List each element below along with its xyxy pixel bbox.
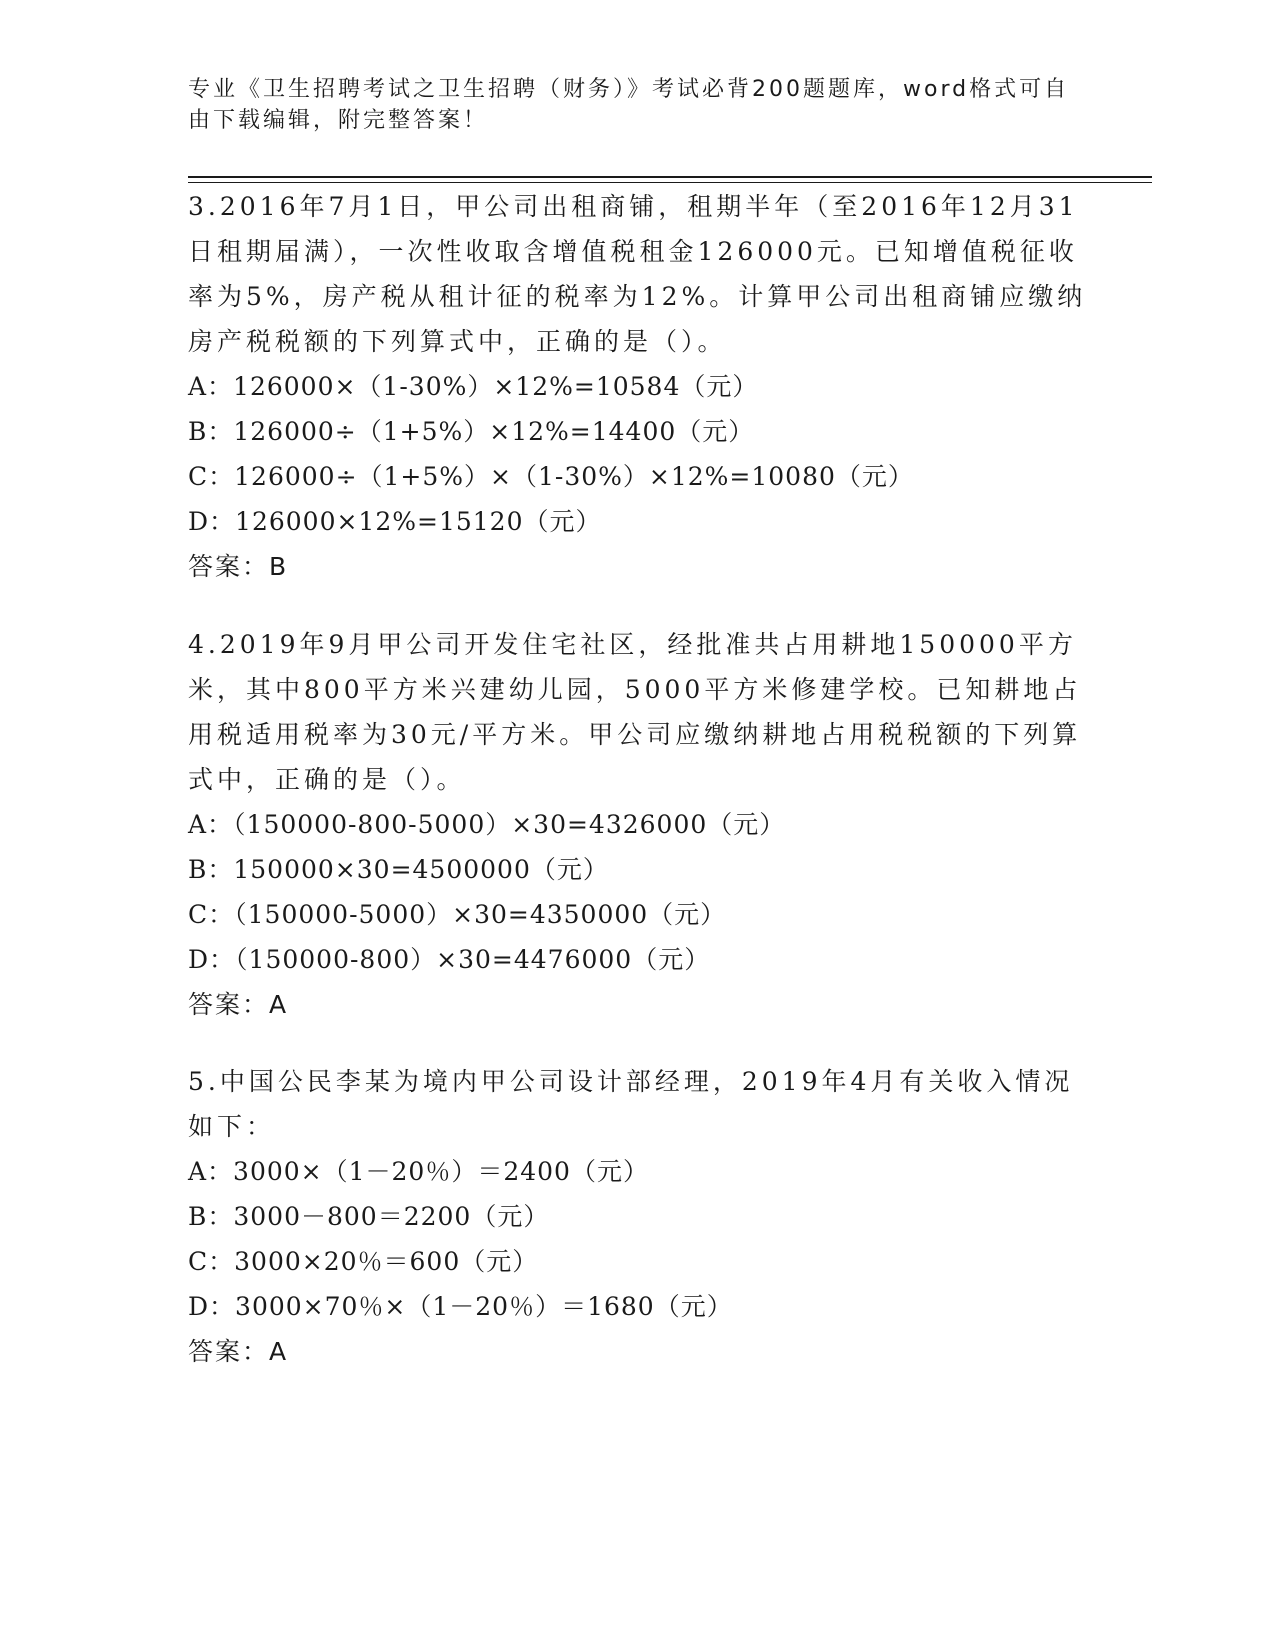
header-rule-thick (188, 176, 1152, 178)
question-stem: 5.中国公民李某为境内甲公司设计部经理，2019年4月有关收入情况如下： (188, 1067, 1074, 1141)
question-5 (188, 1059, 1088, 1374)
question-stem: 3.2016年7月1日，甲公司出租商铺，租期半年（至2016年12月31日租期届满），一次性收取含增值税租金126000元。已知增值税征收率为5%，房产税从租计征的税率为12%。计算甲公司出租商铺应缴纳房产税税额的下列算式中，正确的是（）。 (188, 192, 1087, 356)
answer: 答案：A (188, 1337, 289, 1366)
option-c: C：3000×20％＝600（元） (188, 1247, 539, 1276)
question-stem: 4.2019年9月甲公司开发住宅社区，经批准共占用耕地150000平方米，其中800平方米兴建幼儿园，5000平方米修建学校。已知耕地占用税适用税率为30元/平方米。甲公司应缴纳耕地占用税税额的下列算式中，正确的是（）。 (188, 630, 1082, 794)
option-a: A：126000×（1-30%）×12%=10584（元） (188, 372, 759, 401)
document-header: 专业《卫生招聘考试之卫生招聘（财务）》考试必背200题题库，word格式可自由下载编辑，附完整答案！ (188, 77, 1070, 133)
option-d: D：126000×12%=15120（元） (188, 507, 602, 536)
option-a: A：3000×（1－20％）＝2400（元） (188, 1157, 649, 1186)
option-d: D：（150000-800）×30=4476000（元） (188, 945, 711, 974)
option-a: A：（150000-800-5000）×30=4326000（元） (188, 810, 786, 839)
answer: 答案：A (188, 990, 289, 1019)
option-c: C：（150000-5000）×30=4350000（元） (188, 900, 727, 929)
answer: 答案：B (188, 552, 289, 581)
option-d: D：3000×70％×（1－20％）＝1680（元） (188, 1292, 733, 1321)
option-b: B：126000÷（1+5%）×12%=14400（元） (188, 417, 755, 446)
option-b: B：150000×30=4500000（元） (188, 855, 609, 884)
question-4 (188, 622, 1088, 1027)
question-3 (188, 184, 1088, 589)
option-c: C：126000÷（1+5%）×（1-30%）×12%=10080（元） (188, 462, 914, 491)
header-rule-thin (188, 182, 1152, 183)
option-b: B：3000－800＝2200（元） (188, 1202, 550, 1231)
